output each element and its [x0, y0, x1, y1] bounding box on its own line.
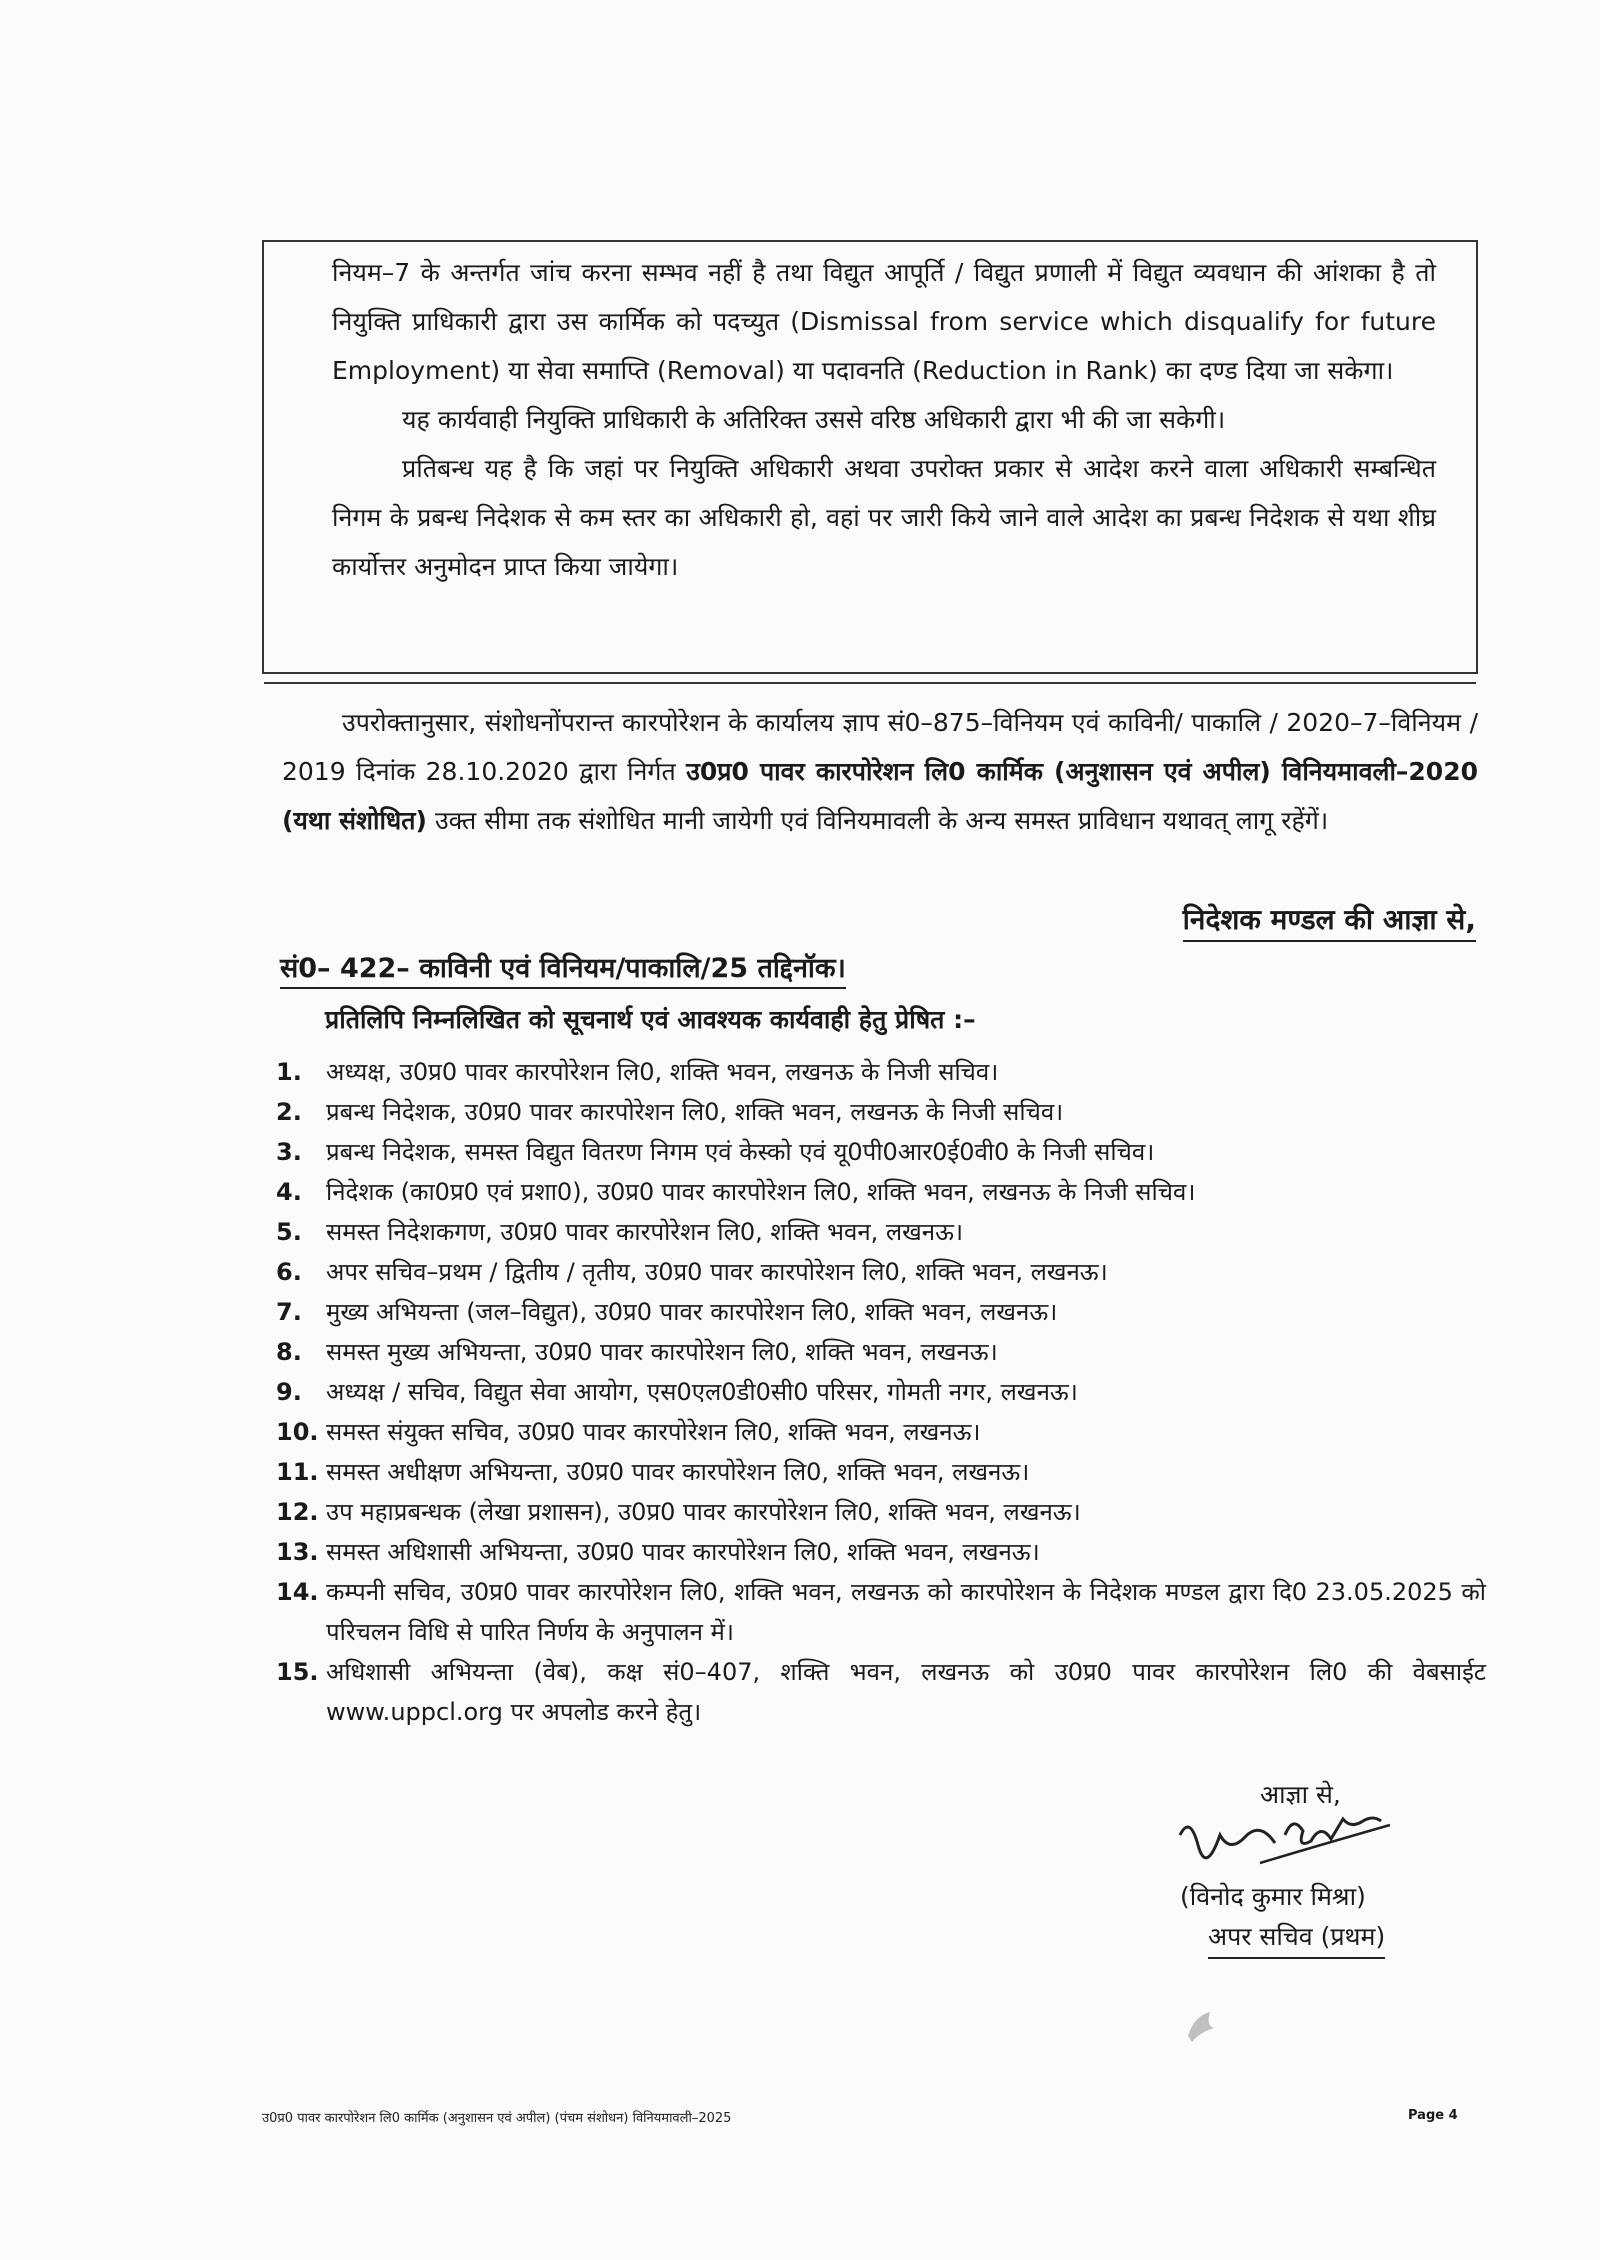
list-item	[276, 1052, 1486, 1092]
list-item-number: 11.	[276, 1458, 319, 1486]
list-item	[276, 1652, 1486, 1732]
footer-title: उ0प्र0 पावर कारपोरेशन लि0 कार्मिक (अनुशासन एवं अपील) (पंचम संशोधन) विनियमावली–2025	[262, 2111, 732, 2126]
list-item-text: प्रबन्ध निदेशक, समस्त विद्युत वितरण निगम एवं केस्को एवं यू0पी0आर0ई0वी0 के निजी सचिव।	[326, 1138, 1155, 1166]
list-item-text: अध्यक्ष, उ0प्र0 पावर कारपोरेशन लि0, शक्ति भवन, लखनऊ के निजी सचिव।	[326, 1058, 999, 1086]
list-item-number: 1.	[276, 1058, 302, 1086]
handwritten-signature	[1180, 1815, 1480, 1877]
signature-block	[1180, 1775, 1480, 1959]
list-item-number: 6.	[276, 1258, 302, 1286]
list-item	[276, 1372, 1486, 1412]
signature-order: आज्ञा से,	[1260, 1780, 1341, 1809]
list-item-number: 12.	[276, 1498, 319, 1526]
list-item-number: 9.	[276, 1378, 302, 1406]
list-item	[276, 1452, 1486, 1492]
list-item-text: समस्त मुख्य अभियन्ता, उ0प्र0 पावर कारपोरेशन लि0, शक्ति भवन, लखनऊ।	[326, 1338, 998, 1366]
list-item-number: 15.	[276, 1658, 319, 1686]
list-item-text: अपर सचिव–प्रथम / द्वितीय / तृतीय, उ0प्र0 पावर कारपोरेशन लि0, शक्ति भवन, लखनऊ।	[326, 1258, 1108, 1286]
list-item	[276, 1172, 1486, 1212]
list-item-text: निदेशक (का0प्र0 एवं प्रशा0), उ0प्र0 पावर कारपोरेशन लि0, शक्ति भवन, लखनऊ के निजी सचिव।	[326, 1178, 1196, 1206]
list-item-number: 3.	[276, 1138, 302, 1166]
amendment-box	[262, 240, 1478, 674]
list-item-text: अधिशासी अभियन्ता (वेब), कक्ष सं0–407, शक्ति भवन, लखनऊ को उ0प्र0 पावर कारपोरेशन लि0 की वेबसाईट www.uppcl.org पर अपलोड करने हेतु।	[326, 1658, 1486, 1726]
signature-scribble-icon	[1150, 1805, 1410, 1875]
list-item-text: मुख्य अभियन्ता (जल–विद्युत), उ0प्र0 पावर कारपोरेशन लि0, शक्ति भवन, लखनऊ।	[326, 1298, 1058, 1326]
list-item-text: प्रबन्ध निदेशक, उ0प्र0 पावर कारपोरेशन लि0, शक्ति भवन, लखनऊ के निजी सचिव।	[326, 1098, 1064, 1126]
box-paragraph-3: प्रतिबन्ध यह है कि जहां पर नियुक्ति अधिकारी अथवा उपरोक्त प्रकार से आदेश करने वाला अधिकारी सम्बन्धित निगम के प्रबन्ध निदेशक से कम स्तर का अधिकारी हो, वहां पर जारी किये जाने वाले आदेश का प्रबन्ध निदेशक से यथा शीघ्र कार्योत्तर अनुमोदन प्राप्त किया जायेगा।	[332, 454, 1436, 581]
list-item-number: 4.	[276, 1178, 302, 1206]
recipient-list	[276, 1052, 1486, 1732]
list-item-number: 2.	[276, 1098, 302, 1126]
list-item	[276, 1252, 1486, 1292]
list-item	[276, 1092, 1486, 1132]
copy-heading: प्रतिलिपि निम्नलिखित को सूचनार्थ एवं आवश्यक कार्यवाही हेतु प्रेषित :–	[325, 1005, 976, 1034]
list-item-number: 8.	[276, 1338, 302, 1366]
list-item	[276, 1132, 1486, 1172]
box-underline	[264, 682, 1476, 684]
regulation-title: उ0प्र0 पावर कारपोरेशन लि0 कार्मिक (अनुशासन एवं अपील) विनियमावली–2020 (यथा संशोधित)	[282, 757, 1478, 835]
main-paragraph-part1: उपरोक्तानुसार, संशोधनोंपरान्त कारपोरेशन के कार्यालय ज्ञाप सं0–875–विनियम एवं काविनी/ पाकालि / 2020–7–विनियम / 2019 दिनांक 28.10.2020 द्वारा निर्गत	[282, 708, 1478, 786]
signatory-designation: अपर सचिव (प्रथम)	[1208, 1917, 1385, 1959]
list-item	[276, 1332, 1486, 1372]
list-item-text: कम्पनी सचिव, उ0प्र0 पावर कारपोरेशन लि0, शक्ति भवन, लखनऊ को कारपोरेशन के निदेशक मण्डल द्वारा दि0 23.05.2025 को परिचलन विधि से पारित निर्णय के अनुपालन में।	[326, 1578, 1486, 1646]
box-paragraph-2: यह कार्यवाही नियुक्ति प्राधिकारी के अतिरिक्त उससे वरिष्ठ अधिकारी द्वारा भी की जा सकेगी।	[402, 405, 1226, 434]
list-item	[276, 1412, 1486, 1452]
page-number: Page 4	[1408, 2108, 1458, 2123]
board-order-line: निदेशक मण्डल की आज्ञा से,	[1183, 900, 1476, 942]
main-paragraph-part2: उक्त सीमा तक संशोधित मानी जायेगी एवं विनियमावली के अन्य समस्त प्राविधान यथावत् लागू रहेंगें।	[434, 806, 1329, 835]
list-item-text: समस्त अधीक्षण अभियन्ता, उ0प्र0 पावर कारपोरेशन लि0, शक्ति भवन, लखनऊ।	[326, 1458, 1030, 1486]
signatory-name: (विनोद कुमार मिश्रा)	[1180, 1882, 1366, 1911]
list-item-text: उप महाप्रबन्धक (लेखा प्रशासन), उ0प्र0 पावर कारपोरेशन लि0, शक्ति भवन, लखनऊ।	[326, 1498, 1081, 1526]
main-paragraph	[282, 698, 1478, 845]
list-item-number: 7.	[276, 1298, 302, 1326]
list-item-number: 13.	[276, 1538, 319, 1566]
list-item	[276, 1572, 1486, 1652]
list-item-text: समस्त संयुक्त सचिव, उ0प्र0 पावर कारपोरेशन लि0, शक्ति भवन, लखनऊ।	[326, 1418, 981, 1446]
list-item-text: समस्त अधिशासी अभियन्ता, उ0प्र0 पावर कारपोरेशन लि0, शक्ति भवन, लखनऊ।	[326, 1538, 1040, 1566]
reference-number: सं0– 422– काविनी एवं विनियम/पाकालि/25 तद्दिनॉक।	[280, 948, 846, 989]
list-item-number: 10.	[276, 1418, 319, 1446]
list-item-text: समस्त निदेशकगण, उ0प्र0 पावर कारपोरेशन लि0, शक्ति भवन, लखनऊ।	[326, 1218, 964, 1246]
ink-smudge-icon	[1180, 2006, 1220, 2046]
list-item	[276, 1492, 1486, 1532]
list-item-number: 14.	[276, 1578, 319, 1606]
box-paragraph-1: नियम–7 के अन्तर्गत जांच करना सम्भव नहीं है तथा विद्युत आपूर्ति / विद्युत प्रणाली में विद्युत व्यवधान की आंशका है तो नियुक्ति प्राधिकारी द्वारा उस कार्मिक को पदच्युत (Dismissal from service which disqualify for future Employment) या सेवा समाप्ति (Removal) या पदावनति (Reduction in Rank) का दण्ड दिया जा सकेगा।	[332, 258, 1436, 385]
list-item-number: 5.	[276, 1218, 302, 1246]
list-item	[276, 1532, 1486, 1572]
list-item	[276, 1212, 1486, 1252]
list-item-text: अध्यक्ष / सचिव, विद्युत सेवा आयोग, एस0एल0डी0सी0 परिसर, गोमती नगर, लखनऊ।	[326, 1378, 1078, 1406]
list-item	[276, 1292, 1486, 1332]
